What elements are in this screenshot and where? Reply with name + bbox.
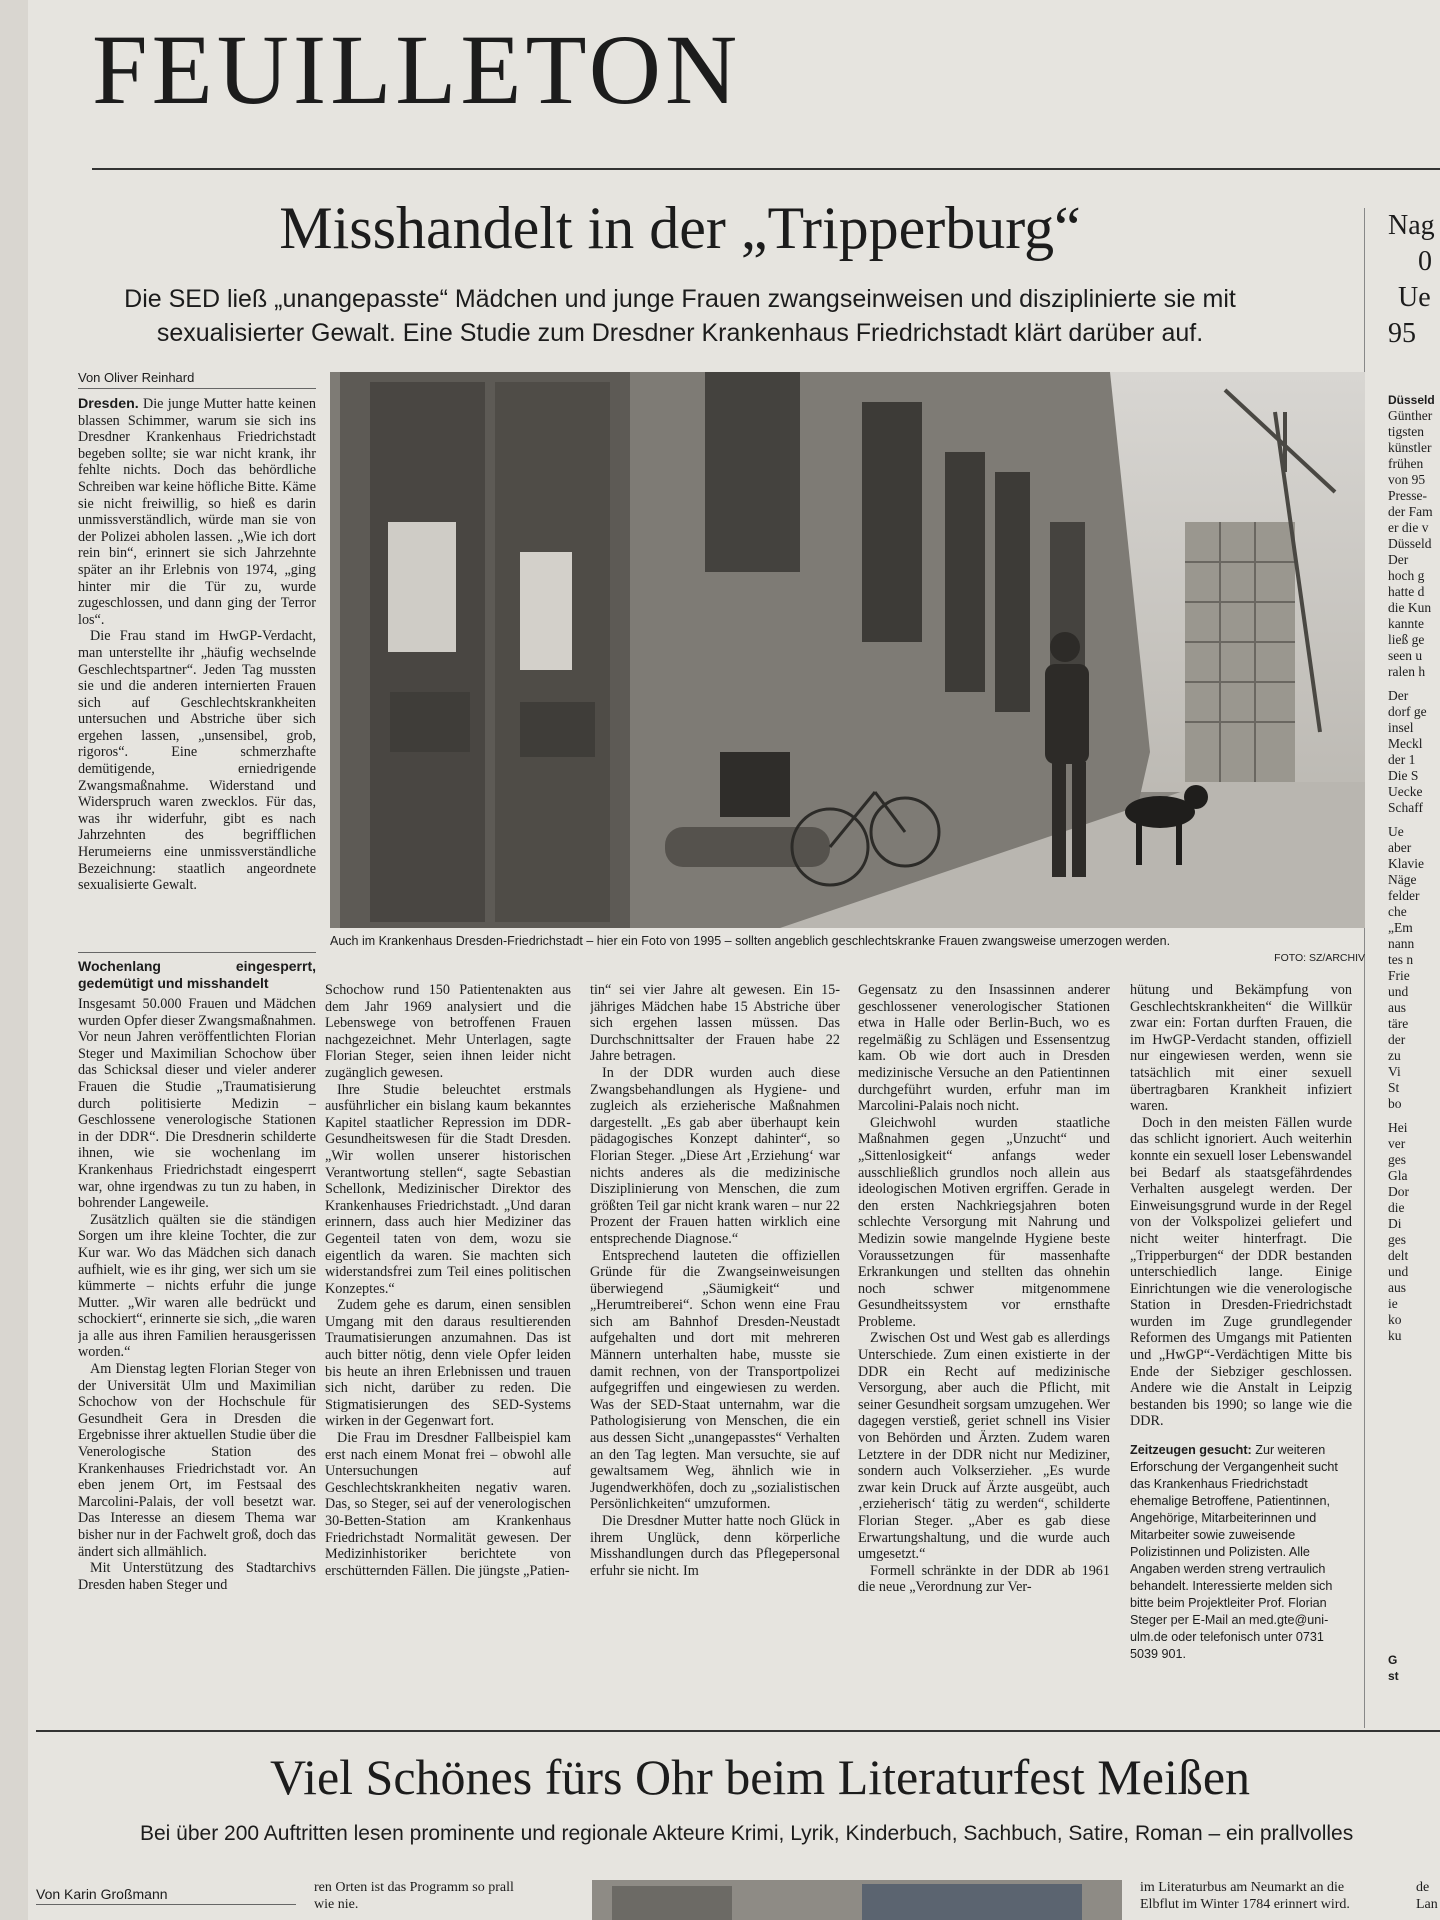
neighbour-line: der Fam xyxy=(1388,504,1433,519)
text-line: Elbflut im Winter 1784 erinnert wird. xyxy=(1140,1896,1350,1912)
neighbour-line: Dor xyxy=(1388,1184,1409,1199)
paragraph: Formell schränkte in der DDR ab 1961 die neue „Verordnung zur Ver- xyxy=(858,1562,1110,1596)
neighbour-line: Günther xyxy=(1388,408,1433,423)
neighbour-line: und xyxy=(1388,1264,1409,1279)
article-photo xyxy=(330,372,1365,928)
article-column-3 xyxy=(590,982,840,1712)
second-article-byline: Von Karin Großmann xyxy=(36,1886,168,1902)
article-column-4 xyxy=(858,982,1110,1712)
neighbour-article-text xyxy=(1388,392,1440,1344)
headline-fragment: Ue xyxy=(1398,282,1431,313)
neighbour-line: felder xyxy=(1388,888,1420,903)
neighbour-line: Düsseld xyxy=(1388,536,1432,551)
neighbour-line: tigsten xyxy=(1388,424,1424,439)
paragraph: tin“ sei vier Jahre alt gewesen. Ein 15-jähriges Mädchen habe 15 Abstriche über sich ergehen lassen müssen. Das Durchschnittsalter der Frauen habe 22 Jahre betragen. xyxy=(590,982,840,1065)
neighbour-line: St xyxy=(1388,1080,1400,1095)
byline-rule xyxy=(78,388,316,389)
neighbour-line: ralen h xyxy=(1388,664,1426,679)
second-byline-rule xyxy=(36,1904,296,1905)
text-line: Lan xyxy=(1416,1896,1438,1912)
paragraph: Entsprechend lauteten die offiziellen Gründe für die Zwangseinweisungen überwiegend „Säumigkeit“ und „Herumtreiberei“. Schon wenn eine Frau sich am Bahnhof Dresden-Neustadt aufgehalten und dort mit mehreren Männern unterhalten habe, musste sie damit rechnen, von der Transportpolizei aufgegriffen und eingewiesen zu werden. Was der SED-Staat unternahm, war die Pathologisierung von Menschen, die ein aus dessen Sicht „unangepasstes“ Verhalten an den Tag legten. Man versuchte, sie auf gewaltsamem Weg, ähnlich wie in Jugendwerkhöfen, doch zu „sozialistischen Persönlichkeiten“ umzuformen. xyxy=(590,1247,840,1513)
neighbour-line: Ue xyxy=(1388,824,1404,839)
neighbour-line: frühen xyxy=(1388,456,1424,471)
neighbour-line: „Em xyxy=(1388,920,1413,935)
neighbour-line: künstler xyxy=(1388,440,1432,455)
text-line: wie nie. xyxy=(314,1896,359,1912)
paragraph: Die junge Mutter hatte keinen blassen Schimmer, warum sie sich ins Dresdner Krankenhaus Friedrichstadt begeben sollte; sie war nicht krank, ihr fehlte nichts. Doch das behördliche Schreiben war keine höfliche Bitte. Käme sie nicht freiwillig, so hieß es darin unmissverständlich, würde man sie von der Polizei abholen lassen. „Wie ich dort rein bin“, erinnert sie sich Jahrzehnte später an ihr Erlebnis von 1974, „ging hinter mir die Tür zu, wurde zugeschlossen, und dann ging der Terror los“. xyxy=(78,396,316,628)
neighbour-line: ku xyxy=(1388,1328,1402,1343)
neighbour-line: Meckl xyxy=(1388,736,1423,751)
neighbour-line: kannte xyxy=(1388,616,1424,631)
neighbour-line: aber xyxy=(1388,840,1412,855)
neighbour-line: zu xyxy=(1388,1048,1401,1063)
text-line: ren Orten ist das Programm so prall xyxy=(314,1880,514,1895)
neighbour-line: Der xyxy=(1388,688,1409,703)
paragraph: hütung und Bekämpfung von Geschlechtskrankheiten“ die Willkür zwar ein: Fortan durften Frauen, die im HwGP-Verdacht standen, offiziell nur eingewiesen werden, wenn sie tatsächlich mit einer sexuell übertragbaren Krankheit infiziert waren. xyxy=(1130,982,1352,1115)
neighbour-line: tes n xyxy=(1388,952,1414,967)
article-deck: Die SED ließ „unangepasste“ Mädchen und junge Frauen zwangseinweisen und disziplinierte sie mit sexualisierter Gewalt. Eine Studie zum Dresdner Krankenhaus Friedrichstadt klärt darüber auf. xyxy=(124,285,1236,347)
neighbour-line: Gla xyxy=(1388,1168,1408,1183)
paragraph: Ihre Studie beleuchtet erstmals ausführlicher ein bislang kaum bekanntes Kapitel staatlicher Repression im DDR-Gesundheitswesen für die Stadt Dresden. „Wir wollen unserer historischen Verantwortung stellen“, sagte Sebastian Schellonk, Medizinischer Direktor des Krankenhauses Friedrichstadt. „Und daran erinnern, dass auch hier Mediziner das Gegenteil taten von dem, wozu sie eigentlich da waren. Sie machten sich widerstandsfrei zum Teil eines politischen Konzeptes.“ xyxy=(325,1081,571,1297)
photo-illustration xyxy=(330,372,1365,928)
neighbour-line: Uecke xyxy=(1388,784,1423,799)
second-article-right-fragment xyxy=(1416,1880,1440,1913)
neighbour-line: er die v xyxy=(1388,520,1429,535)
byline: Von Oliver Reinhard xyxy=(78,370,195,385)
neighbour-line: Di xyxy=(1388,1216,1402,1231)
neighbour-line: ges xyxy=(1388,1232,1406,1247)
neighbour-line: und xyxy=(1388,984,1409,999)
neighbour-line: delt xyxy=(1388,1248,1409,1263)
dateline: Dresden. xyxy=(78,396,139,412)
neighbour-line: Vi xyxy=(1388,1064,1401,1079)
headline-fragment: 95 xyxy=(1388,318,1416,349)
neighbour-article-headline xyxy=(1388,208,1435,352)
article-column-5 xyxy=(1130,982,1352,1712)
neighbour-line: ko xyxy=(1388,1312,1402,1327)
paragraph: Gegensatz zu den Insassinnen anderer geschlossener venerologischer Stationen etwa in Halle oder Berlin-Buch, wo es regelmäßig zu Schlägen und Essensentzug kam. Ob wie dort auch in Dresden medizinische Versuche an den Patientinnen durchgeführt wurden, erfuhr man im Marcolini-Palais noch nicht. xyxy=(858,982,1110,1115)
neighbour-line: hatte d xyxy=(1388,584,1425,599)
paragraph: Insgesamt 50.000 Frauen und Mädchen wurden Opfer dieser Zwangsmaßnahmen. Vor neun Jahren veröffentlichten Florian Steger und Maximilian Schochow über das Schicksal dieser und vieler anderer Frauen die Studie „Traumatisierung durch politisierte Medizin – Geschlossene venerologische Stationen in der DDR“. Die Dresdnerin schilderte ihnen, wie sie wochenlang im Krankenhaus Friedrichstadt eingesperrt war, ohne irgendwas zu tun zu haben, in bohrender Langeweile. xyxy=(78,996,316,1212)
paragraph: Mit Unterstützung des Stadtarchivs Dresden haben Steger und xyxy=(78,1560,316,1593)
paragraph: Die Frau im Dresdner Fallbeispiel kam erst nach einem Monat frei – obwohl alle Untersuchungen auf Geschlechtskrankheiten negativ waren. Das, so Steger, sei auf der venerologischen 30-Betten-Station am Krankenhaus Friedrichstadt Normalität gewesen. Der Medizinhistoriker berichtete von erschütternden Fällen. Die jüngste „Patien- xyxy=(325,1430,571,1579)
paragraph: In der DDR wurden auch diese Zwangsbehandlungen als Hygiene- und zugleich als erzieherische Maßnahmen dargestellt. „Es gab aber überhaupt kein pädagogisches Konzept dahinter“, so Florian Steger. „Diese Art ‚Erziehung‘ war nichts anderes als die medizinische Disziplinierung von Menschen, die zum größten Teil gar nicht krank waren – nur 22 Prozent der Frauen hatten wirklich eine entsprechende Diagnose.“ xyxy=(590,1064,840,1247)
neighbour-line: dorf ge xyxy=(1388,704,1427,719)
photo-credit: FOTO: SZ/ARCHIV xyxy=(1274,952,1365,964)
masthead-rule xyxy=(92,168,1440,170)
neighbour-line: aus xyxy=(1388,1000,1406,1015)
info-box xyxy=(1130,1442,1352,1663)
neighbour-line: aus xyxy=(1388,1280,1406,1295)
second-article-deck: Bei über 200 Auftritten lesen prominente und regionale Akteure Krimi, Lyrik, Kinderbuch, Sachbuch, Satire, Roman – ein prallvolles xyxy=(140,1822,1354,1845)
article-headline: Misshandelt in der „Tripperburg“ xyxy=(279,195,1081,261)
neighbour-line: bo xyxy=(1388,1096,1402,1111)
neighbour-line: nann xyxy=(1388,936,1415,951)
neighbour-line: die Kun xyxy=(1388,600,1432,615)
neighbour-line: Der xyxy=(1388,552,1409,567)
text-line: im Literaturbus am Neumarkt an die xyxy=(1140,1880,1345,1895)
section-title: FEUILLETON xyxy=(92,14,742,125)
info-box-text: Zur weiteren Erforschung der Vergangenheit sucht das Krankenhaus Friedrichstadt ehemalige Betroffene, Patientinnen, Angehörige, Mitarbeiterinnen und Mitarbeiter sowie zuweisende Polizistinnen und Polizisten. Alle Angaben werden streng vertraulich behandelt. Interessierte melden sich bitte beim Projektleiter Prof. Florian Steger per E-Mail an med.gte@uni-ulm.de oder telefonisch unter 0731 5039 901. xyxy=(1130,1443,1338,1662)
article-column-1 xyxy=(78,396,316,948)
neighbour-line: seen u xyxy=(1388,648,1423,663)
headline-fragment: Nag xyxy=(1388,210,1435,241)
second-article-column-2 xyxy=(314,1880,584,1913)
neighbour-line: der xyxy=(1388,1032,1406,1047)
neighbour-line: von 95 xyxy=(1388,472,1426,487)
article-separator xyxy=(36,1730,1440,1732)
caption-fragment: st xyxy=(1388,1669,1399,1683)
neighbour-line: die xyxy=(1388,1200,1405,1215)
neighbour-line: Presse- xyxy=(1388,488,1427,503)
photo-caption: Auch im Krankenhaus Dresden-Friedrichstadt – hier ein Foto von 1995 – sollten angeblich geschlechtskranke Frauen zwangsweise umerzogen werden. xyxy=(330,934,1171,948)
neighbour-line: hoch g xyxy=(1388,568,1425,583)
neighbour-line: che xyxy=(1388,904,1407,919)
paragraph: Doch in den meisten Fällen wurde das schlicht ignoriert. Auch weiterhin konnte ein sexuell loser Lebenswandel bei Bedarf als staatsgefährdendes Verhalten ausgelegt werden. Der Einweisungsgrund wurde in der Regel von der Volkspolizei geliefert und nicht weiter hinterfragt. Die „Tripperburgen“ der DDR bestanden unterschiedlich lange. Einige Einrichtungen wie die venerologische Station in Dresden-Friedrichstadt wurden im Zuge grundlegender Reformen des Umgangs mit Patienten und „HwGP“-Verdächtigen Mitte bis Ende der Siebziger geschlossen. Andere wie die Anstalt in Leipzig bestanden bis 1990; so lange wie die DDR. xyxy=(1130,1114,1352,1430)
paragraph: Die Frau stand im HwGP-Verdacht, man unterstellte ihr „häufig wechselnde Geschlechtspartner“. Jeden Tag mussten sie und die anderen internierten Frauen sich auf Geschlechtskrankheiten untersuchen und Abstriche über sich ergehen lassen, „unsensibel, grob, rigoros“. Eine schmerzhafte demütigende, erniedrigende Zwangsmaßnahme. Widerstand und Widerspruch waren zwecklos. Für das, was ihr widerfuhr, gibt es nach Jahrzehnten des begrifflichen Herumeierns eine unmissverständliche Bezeichnung: staatlich angeordnete sexualisierte Gewalt. xyxy=(78,628,316,894)
paragraph: Schochow rund 150 Patientenakten aus dem Jahr 1969 analysiert und die Lebenswege von betroffenen Frauen nachgezeichnet. Mehr Unterlagen, sagte Florian Steger, seien ihnen leider nicht zugänglich gewesen. xyxy=(325,982,571,1081)
neighbour-line: der 1 xyxy=(1388,752,1416,767)
paragraph: Zwischen Ost und West gab es allerdings Unterschiede. Zum einen existierte in der DDR ein Recht auf medizinische Versorgung, aber auch die Pflicht, mit seiner Gesundheit sorgsam umzugehen. Wer dagegen verstieß, geriet schnell ins Visier von Behörden und Ärzten. Zudem waren Letztere in der DDR nicht nur Mediziner, sondern auch Volkserzieher. „Es wurde zwar kein Druck auf Ärzte ausgeübt, auch ‚erzieherisch‘ tätig zu werden“, schilderte Florian Steger. „Aber es gab diese Erwartungshaltung, und die wurde auch umgesetzt.“ xyxy=(858,1330,1110,1563)
neighbour-line: Die S xyxy=(1388,768,1419,783)
neighbour-dateline: Düsseld xyxy=(1388,393,1435,407)
paragraph: Gleichwohl wurden staatliche Maßnahmen gegen „Unzucht“ und „Sittenlosigkeit“ anfangs weder ausschließlich grundlos noch allein aus ideologischen Motiven ergriffen. Gerade in den ersten Nachkriegsjahren boten schlechte Versorgung mit Nahrung und Medizin sowie mangelnde Hygiene beste Voraussetzungen für massenhafte Erkrankungen und stellten das ohnehin noch schwer mitgenommene Gesundheitssystem vor ernsthafte Probleme. xyxy=(858,1114,1110,1330)
paragraph: Am Dienstag legten Florian Steger von der Universität Ulm und Maximilian Schochow von der Hochschule für Gesundheit Gera in Dresden die Ergebnisse ihrer aktuellen Studie über die Venerologische Station des Krankenhauses Friedrichstadt vor. An eben jenem Ort, im Festsaal des Marcolini-Palais, der voll besetzt war. Das Interesse an diesem Thema war bisher nur in der Fachwelt groß, doch das ändert sich allmählich. xyxy=(78,1361,316,1560)
paragraph: Zudem gehe es darum, einen sensiblen Umgang mit den daraus resultierenden Traumatisierungen anzumahnen. Das ist auch bitter nötig, denn viele Opfer leiden bis heute an ihren Erlebnissen und trauen sich nicht, darüber zu reden. Die Stigmatisierungen des SED-Systems wirken in der Gegenwart fort. xyxy=(325,1297,571,1430)
article-column-2 xyxy=(325,982,571,1712)
neighbour-line: Hei xyxy=(1388,1120,1408,1135)
paragraph: Die Dresdner Mutter hatte noch Glück in ihrem Unglück, denn körperliche Misshandlungen durch das Pflegepersonal erfuhr sie nicht. Im xyxy=(590,1513,840,1579)
neighbour-caption xyxy=(1388,1652,1399,1684)
article-column-1-lower xyxy=(78,958,316,1718)
neighbour-line: Schaff xyxy=(1388,800,1423,815)
neighbour-line: Näge xyxy=(1388,872,1417,887)
second-article-column-5 xyxy=(1140,1880,1410,1913)
neighbour-line: Klavie xyxy=(1388,856,1424,871)
neighbour-line: insel xyxy=(1388,720,1414,735)
subhead-rule xyxy=(78,952,316,953)
text-line: de xyxy=(1416,1880,1430,1895)
headline-fragment: 0 xyxy=(1418,246,1432,277)
info-box-label: Zeitzeugen gesucht: xyxy=(1130,1443,1252,1458)
neighbour-line: täre xyxy=(1388,1016,1409,1031)
subhead: Wochenlang eingesperrt, gedemütigt und misshandelt xyxy=(78,958,316,991)
second-article-photo xyxy=(592,1880,1122,1920)
caption-fragment: G xyxy=(1388,1653,1398,1667)
second-article-headline: Viel Schönes fürs Ohr beim Literaturfest Meißen xyxy=(269,1749,1251,1805)
neighbour-line: Frie xyxy=(1388,968,1410,983)
neighbour-lines xyxy=(1388,408,1440,1344)
neighbour-line: ver xyxy=(1388,1136,1406,1151)
neighbour-line: ges xyxy=(1388,1152,1406,1167)
paragraph: Zusätzlich quälten sie die ständigen Sorgen um ihre kleine Tochter, die zur Kur war. Wo das Mädchen sich danach aufhielt, wie es ihr ging, wer sich um sie kümmerte – nichts erfuhr die junge Mutter. „Wir waren alle bedrückt und schockiert“, erinnerte sie sich, „die waren ja alle aus ihren Familien herausgerissen worden.“ xyxy=(78,1211,316,1361)
neighbour-line: ließ ge xyxy=(1388,632,1425,647)
neighbour-line: ie xyxy=(1388,1296,1398,1311)
